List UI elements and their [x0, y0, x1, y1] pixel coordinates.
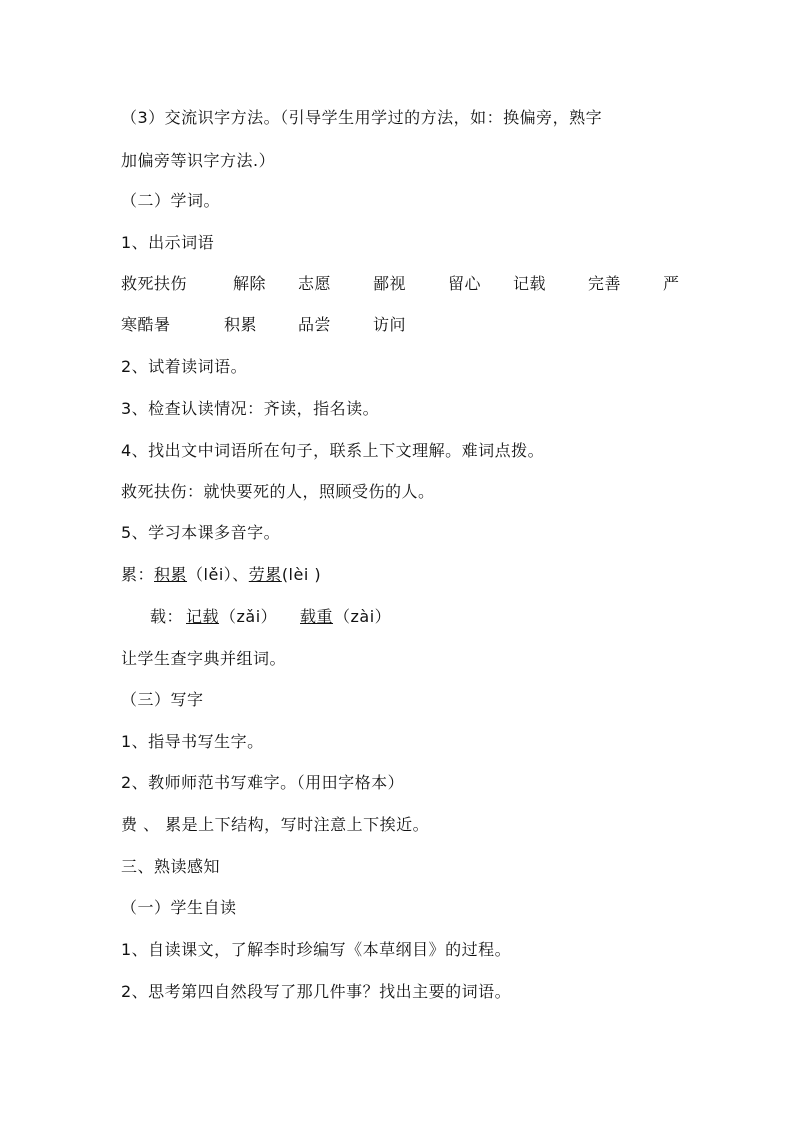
paragraph-literacy-method-cont: 加偏旁等识字方法.）	[121, 151, 276, 170]
step-dictionary: 让学生查字典并组词。	[121, 649, 287, 668]
step-self-read: 1、自读课文，了解李时珍编写《本草纲目》的过程。	[121, 940, 512, 959]
word-item: 访问	[373, 315, 407, 334]
writing-note: 费 、 累是上下结构，写时注意上下挨近。	[121, 815, 430, 834]
word-item: 志愿	[298, 274, 332, 293]
heading-writing: （三）写字	[121, 690, 204, 709]
pinyin: （lěi）	[187, 565, 233, 584]
word-item: 严	[663, 274, 680, 293]
word-item: 记载	[513, 274, 547, 293]
heading-self-read: （一）学生自读	[121, 898, 237, 917]
polyphone-prefix: 累：	[121, 565, 155, 584]
paragraph-literacy-method: （3）交流识字方法。（引导学生用学过的方法，如：换偏旁，熟字	[121, 108, 603, 127]
pinyin: （zǎi）	[220, 607, 278, 626]
step-show-words: 1、出示词语	[121, 233, 215, 252]
polyphone-word: 记载	[186, 607, 220, 626]
polyphone-word: 载重	[300, 607, 334, 626]
step-check-reading: 3、检查认读情况：齐读，指名读。	[121, 399, 380, 418]
polyphone-zai-line	[0, 606, 794, 628]
pinyin: （zài）	[334, 607, 392, 626]
word-item: 鄙视	[373, 274, 407, 293]
polyphone-lei-line	[121, 564, 321, 586]
step-read-words: 2、试着读词语。	[121, 357, 248, 376]
step-teacher-demo: 2、教师师范书写难字。（用田字格本）	[121, 773, 405, 792]
word-item: 寒酷暑	[121, 315, 171, 334]
heading-read-perceive: 三、熟读感知	[121, 857, 221, 876]
polyphone-word: 劳累	[248, 565, 282, 584]
pinyin: (lèi )	[281, 565, 322, 584]
word-item: 完善	[588, 274, 622, 293]
word-item: 积累	[224, 315, 258, 334]
word-item: 救死扶伤	[121, 274, 188, 293]
word-list-row-2	[0, 314, 794, 336]
step-find-sentences: 4、找出文中词语所在句子，联系上下文理解。难词点拨。	[121, 441, 545, 460]
word-item: 留心	[448, 274, 482, 293]
step-think: 2、思考第四自然段写了那几件事？找出主要的词语。	[121, 982, 512, 1001]
step-guide-writing: 1、指导书写生字。	[121, 732, 264, 751]
heading-learn-words: （二）学词。	[121, 191, 221, 210]
separator: 、	[232, 565, 249, 584]
word-item: 解除	[233, 274, 267, 293]
word-item: 品尝	[298, 315, 332, 334]
step-polyphones: 5、学习本课多音字。	[121, 523, 281, 542]
polyphone-word: 积累	[154, 565, 188, 584]
word-list-row-1	[0, 273, 794, 295]
polyphone-prefix: 载：	[150, 607, 184, 626]
word-explanation: 救死扶伤：就快要死的人，照顾受伤的人。	[121, 482, 435, 501]
